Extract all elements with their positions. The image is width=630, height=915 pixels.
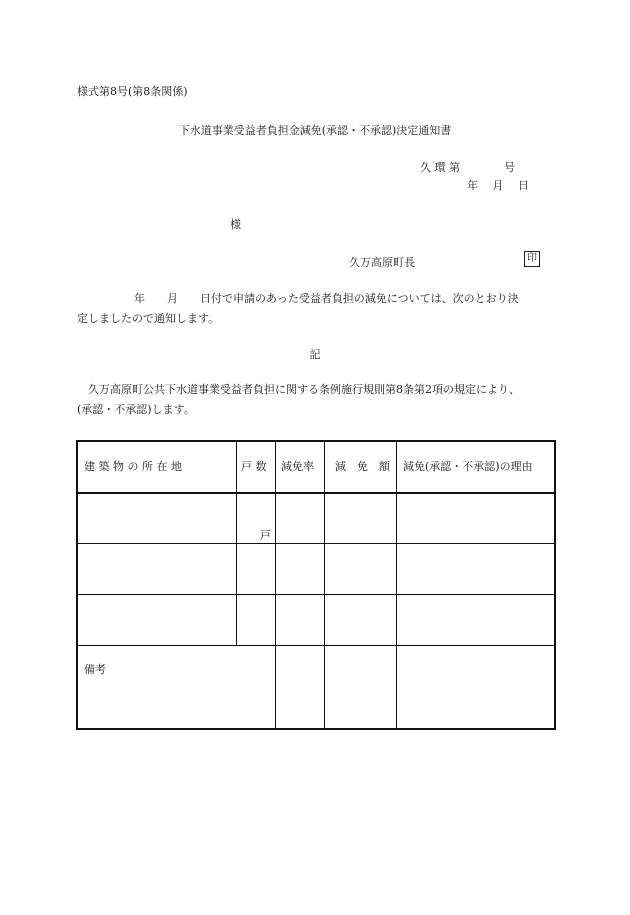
issue-date: 年 月 日 [467, 179, 529, 192]
form-number: 様式第8号(第8条関係) [77, 85, 188, 98]
row-divider-1 [78, 543, 554, 544]
col-divider-households [275, 442, 276, 728]
regulation-body-line-1: 久万高原町公共下水道事業受益者負担に関する条例施行規則第8条第2項の規定により、 [88, 383, 520, 396]
remarks-label: 備考 [84, 663, 106, 676]
notice-body-line-1: 年 月 日付で申請のあった受益者負担の減免については、次のとおり決 [134, 292, 519, 305]
regulation-body-line-2: (承認・不承認)します。 [77, 403, 195, 416]
col-divider-rate [324, 442, 325, 728]
issuer-name: 久万高原町長 [349, 256, 415, 269]
households-unit: 戸 [260, 529, 271, 542]
addressee-suffix: 様 [230, 218, 241, 231]
seal-mark: 印 [524, 251, 540, 267]
reduction-table [76, 440, 556, 730]
header-reduction-rate: 減免率 [281, 460, 314, 473]
header-location: 建 築 物 の 所 在 地 [84, 460, 182, 473]
ki-heading: 記 [309, 348, 321, 361]
notice-body [77, 289, 559, 329]
row-divider-2 [78, 594, 554, 595]
header-reason: 減免(承認・不承認)の理由 [403, 460, 533, 473]
notice-body-line-2: 定しましたので通知します。 [77, 312, 220, 325]
col-divider-amount [396, 442, 397, 728]
row-divider-header [78, 492, 554, 494]
row-divider-3 [78, 645, 554, 646]
header-reduction-amount: 減 免 額 [335, 460, 390, 473]
regulation-body [77, 380, 559, 420]
header-households: 戸 数 [241, 460, 267, 473]
document-number: 久 環 第 号 [420, 161, 515, 174]
document-title: 下水道事業受益者負担金減免(承認・不承認)決定通知書 [178, 124, 452, 137]
